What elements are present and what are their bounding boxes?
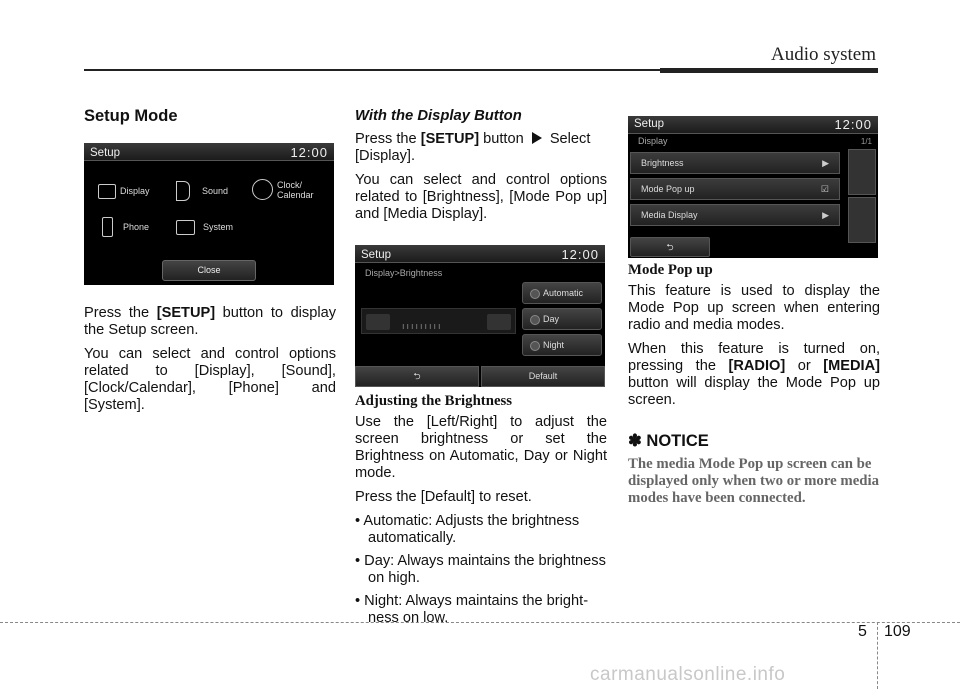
list-item: • Automatic: Adjusts the brightness automatically.: [355, 513, 580, 546]
setup-screen-image: [84, 143, 334, 285]
notice-title: ✽ NOTICE: [628, 432, 709, 450]
display-menu-item: [98, 183, 150, 200]
system-label: System: [203, 222, 234, 232]
chapter-number: 5: [858, 623, 867, 640]
text: button will display the Mode Pop up screen.: [628, 375, 880, 408]
radio-key: [RADIO]: [728, 358, 786, 374]
list-item: • Night: Always maintains the brightness on low.: [355, 593, 589, 626]
left-arrow-icon: [366, 314, 390, 330]
paragraph-brightness-usage: Use the [Left/Right] to adjust the screen brightness or set the Brightness on Automatic, Day or Night mode.: [355, 414, 607, 481]
text: button: [479, 131, 528, 147]
text: Select [Display].: [355, 131, 591, 164]
display-label: Display: [120, 186, 150, 196]
brightness-row: [630, 152, 840, 174]
column-setup-mode: [84, 108, 336, 421]
brightness-mode-list: [355, 513, 607, 627]
close-button: Close: [162, 260, 256, 281]
screen-clock: 12:00: [561, 247, 599, 262]
sound-menu-item: [176, 181, 228, 201]
screen-title: Setup: [361, 249, 392, 261]
right-arrow-icon: [487, 314, 511, 330]
watermark: carmanualsonline.info: [590, 664, 786, 685]
play-arrow-icon: ▶: [822, 210, 829, 220]
footer-rule: [0, 622, 960, 623]
row-label: Brightness: [641, 158, 684, 168]
slider-ticks: ııııııııı: [402, 321, 443, 331]
column-mode-pop-up: [628, 262, 880, 507]
page-header-title: Audio system: [770, 44, 876, 65]
setup-key: [SETUP]: [420, 131, 480, 147]
folder-gear-icon: [176, 220, 195, 235]
page-indicator: 1/1: [860, 137, 872, 146]
scroll-down-icon: [848, 197, 876, 243]
clock-menu-item: [252, 179, 314, 200]
phone-icon: [102, 217, 113, 237]
screen-breadcrumb: Display: [638, 136, 668, 146]
sound-label: Sound: [202, 185, 229, 196]
media-display-row: [630, 204, 840, 226]
screen-title: Setup: [90, 147, 121, 159]
screen-clock: 12:00: [834, 117, 872, 132]
scroll-up-icon: [848, 149, 876, 195]
paragraph-press-setup: [355, 131, 607, 165]
section-title: Setup Mode: [84, 107, 178, 125]
display-icon: [98, 184, 116, 199]
arrow-right-icon: [532, 132, 542, 144]
screen-title: Setup: [634, 118, 665, 130]
clock-icon: [252, 179, 273, 200]
media-key: [MEDIA]: [823, 358, 880, 374]
setup-key: [SETUP]: [156, 305, 216, 321]
screen-clock: 12:00: [290, 145, 328, 160]
text: or: [785, 358, 824, 374]
paragraph-setup-intro: [84, 305, 336, 339]
automatic-button: Automatic: [522, 282, 602, 304]
subsection-title: With the Display Button: [355, 108, 522, 124]
text: Press the: [84, 305, 157, 321]
brightness-screen-image: [355, 245, 605, 387]
row-label: Media Display: [641, 210, 698, 220]
footer-divider: [877, 622, 878, 689]
paragraph-default-reset: Press the [Default] to reset.: [355, 489, 532, 505]
day-button: Day: [522, 308, 602, 330]
paragraph-mode-pop-up-buttons: [628, 341, 880, 409]
heading-mode-pop-up: Mode Pop up: [628, 262, 713, 278]
header-rule-accent: [660, 68, 878, 73]
brightness-slider: [361, 308, 516, 334]
back-icon: ⮌: [630, 237, 710, 257]
system-menu-item: [176, 219, 233, 236]
screen-title-bar: [628, 116, 878, 134]
play-arrow-icon: ▶: [822, 158, 829, 168]
page-number: 109: [884, 623, 911, 640]
screen-bottom-bar: [355, 366, 605, 387]
phone-label: Phone: [123, 221, 150, 232]
screen-breadcrumb: Display>Brightness: [365, 268, 443, 278]
text: When this feature is turned on, pressing the: [628, 341, 880, 374]
speaker-icon: [176, 181, 190, 201]
list-item: • Day: Always maintains the brightness on high.: [355, 553, 606, 586]
paragraph-display-options: You can select and control options related to [Brightness], [Mode Pop up] and [Media Display].: [355, 172, 607, 222]
text: Press the: [355, 131, 421, 147]
paragraph-mode-pop-up: This feature is used to display the Mode Pop up screen when entering radio and media modes.: [628, 283, 880, 333]
screen-title-bar: [84, 143, 334, 161]
text: button to display the Setup screen.: [84, 305, 336, 338]
display-menu-screen-image: [628, 116, 878, 258]
clock-label: [277, 180, 314, 200]
heading-adjusting-brightness: Adjusting the Brightness: [355, 393, 513, 409]
night-button: Night: [522, 334, 602, 356]
back-icon: ⮌: [355, 366, 479, 387]
clock-label-line1: Clock/: [277, 179, 303, 190]
default-button: Default: [481, 366, 605, 387]
phone-menu-item: [102, 217, 149, 237]
row-label: Mode Pop up: [641, 184, 695, 194]
clock-label-line2: Calendar: [277, 189, 314, 200]
column-display-button: [355, 108, 607, 633]
mode-pop-up-row: [630, 178, 840, 200]
checkbox-icon: ☑: [820, 184, 829, 194]
paragraph-setup-options: You can select and control options related to [Display], [Sound], [Clock/Calendar], [Phone] and [System].: [84, 346, 336, 413]
notice-body: The media Mode Pop up screen can be displayed only when two or more media modes have been connected.: [628, 456, 880, 506]
screen-title-bar: [355, 245, 605, 263]
